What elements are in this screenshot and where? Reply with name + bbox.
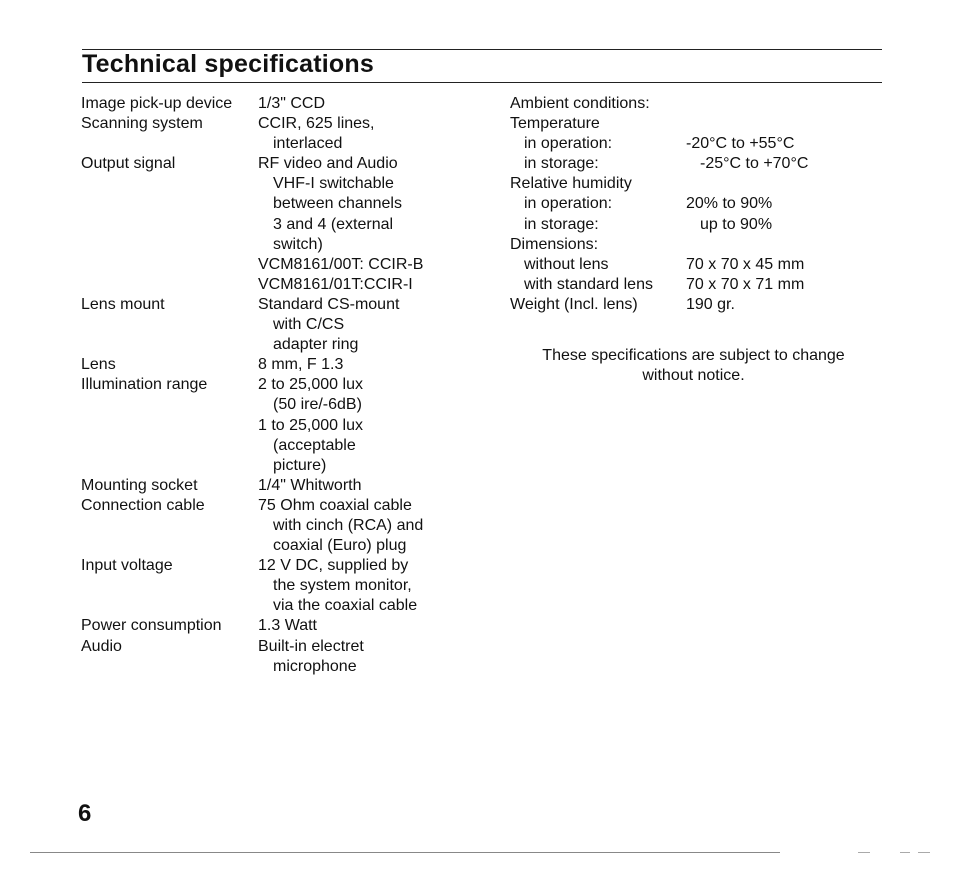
spec-value-line: 1/3" CCD (258, 95, 326, 112)
spec-label: Input voltage (81, 557, 173, 575)
disclaimer-line-1: These specifications are subject to change (542, 347, 845, 364)
spec-value-line: CCIR, 625 lines, (258, 115, 375, 133)
spec-value-line: Standard CS-mount (258, 295, 400, 313)
spec-label: Audio (81, 637, 122, 655)
spec-values (258, 496, 423, 556)
spec-row (510, 114, 808, 134)
disclaimer-note (520, 346, 867, 386)
spec-value-line: microphone (273, 657, 357, 675)
spec-label: Illumination range (81, 376, 208, 394)
spec-value: 20% to 90% (686, 195, 773, 213)
spec-value-line: VHF-I switchable (273, 175, 394, 193)
spec-row (510, 194, 808, 214)
spec-row (81, 616, 423, 636)
spec-value-line: (50 ire/-6dB) (273, 396, 362, 414)
spec-value-line: 1/4" Whitworth (258, 476, 362, 494)
spec-label: Ambient conditions: (510, 95, 650, 112)
spec-row (81, 355, 423, 375)
spec-label: Lens mount (81, 295, 165, 313)
spec-row (510, 215, 808, 235)
spec-values (258, 556, 417, 616)
spec-value: up to 90% (700, 215, 773, 233)
spec-value-line: coaxial (Euro) plug (273, 537, 407, 555)
spec-row (81, 375, 423, 475)
spec-label: in operation: (524, 135, 613, 153)
spec-value: -20°C to +55°C (686, 135, 795, 153)
page-bottom-dash (900, 852, 910, 853)
spec-value: -25°C to +70°C (700, 155, 809, 173)
spec-label: Image pick-up device (81, 95, 233, 112)
spec-label: Connection cable (81, 496, 205, 514)
spec-values (258, 94, 325, 114)
spec-value-line: 8 mm, F 1.3 (258, 356, 344, 374)
spec-row (510, 235, 808, 255)
disclaimer-line-2: without notice. (642, 367, 745, 384)
spec-value-line: RF video and Audio (258, 155, 398, 173)
spec-value-line: 1 to 25,000 lux (258, 416, 363, 434)
spec-label: Mounting socket (81, 476, 198, 494)
spec-label: Relative humidity (510, 175, 632, 193)
spec-row (81, 496, 423, 556)
spec-values (258, 637, 364, 677)
spec-value-line: via the coaxial cable (273, 597, 418, 615)
page-bottom-dash (858, 852, 870, 853)
spec-value-line: VCM8161/00T: CCIR-B (258, 255, 424, 273)
spec-label: Temperature (510, 115, 600, 133)
spec-value: 190 gr. (686, 295, 735, 313)
spec-value-line: 2 to 25,000 lux (258, 376, 363, 394)
spec-value: 70 x 70 x 45 mm (686, 255, 805, 273)
spec-row (510, 154, 808, 174)
spec-row (81, 637, 423, 677)
spec-value-line: between channels (273, 195, 402, 213)
spec-label: Weight (Incl. lens) (510, 295, 638, 313)
spec-label: in storage: (524, 215, 599, 233)
spec-value-line: 3 and 4 (external (273, 215, 394, 233)
spec-row (510, 134, 808, 154)
spec-label: in operation: (524, 195, 613, 213)
spec-values (258, 154, 423, 295)
spec-row (81, 556, 423, 616)
page-title: Technical specifications (82, 50, 374, 78)
spec-values (258, 114, 375, 154)
page-number: 6 (78, 800, 92, 827)
spec-value-line: the system monitor, (273, 577, 412, 595)
spec-row (510, 94, 808, 114)
spec-value-line: VCM8161/01T:CCIR-I (258, 275, 413, 293)
page-bottom-rule (30, 852, 780, 853)
right-spec-table (510, 94, 808, 315)
spec-value-line: 1.3 Watt (258, 617, 317, 635)
spec-label: Power consumption (81, 617, 222, 635)
spec-label: in storage: (524, 155, 599, 173)
spec-value-line: switch) (273, 235, 323, 253)
spec-value-line: interlaced (273, 135, 343, 153)
spec-label: Output signal (81, 155, 176, 173)
spec-label: without lens (524, 255, 609, 273)
spec-value: 70 x 70 x 71 mm (686, 275, 805, 293)
spec-value-line: with cinch (RCA) and (273, 516, 424, 534)
spec-values (258, 375, 363, 475)
spec-values (258, 355, 343, 375)
spec-row (81, 114, 423, 154)
spec-row (510, 174, 808, 194)
spec-row (510, 295, 808, 315)
spec-value-line: with C/CS (273, 316, 345, 334)
spec-row (81, 295, 423, 355)
spec-row (81, 94, 423, 114)
title-bottom-rule (82, 82, 882, 83)
page-bottom-dash (918, 852, 930, 853)
spec-values (258, 295, 399, 355)
spec-row (510, 275, 808, 295)
spec-row (81, 154, 423, 295)
spec-label: Scanning system (81, 115, 203, 133)
spec-value-line: 75 Ohm coaxial cable (258, 496, 412, 514)
spec-values (258, 616, 317, 636)
spec-row (510, 255, 808, 275)
spec-value-line: Built-in electret (258, 637, 364, 655)
spec-value-line: 12 V DC, supplied by (258, 557, 409, 575)
spec-label: Lens (81, 356, 116, 374)
spec-label: Dimensions: (510, 235, 599, 253)
left-spec-table (81, 94, 423, 677)
spec-values (258, 476, 362, 496)
spec-label: with standard lens (524, 275, 653, 293)
spec-value-line: (acceptable (273, 436, 356, 454)
spec-value-line: adapter ring (273, 336, 359, 354)
spec-value-line: picture) (273, 456, 327, 474)
spec-row (81, 476, 423, 496)
